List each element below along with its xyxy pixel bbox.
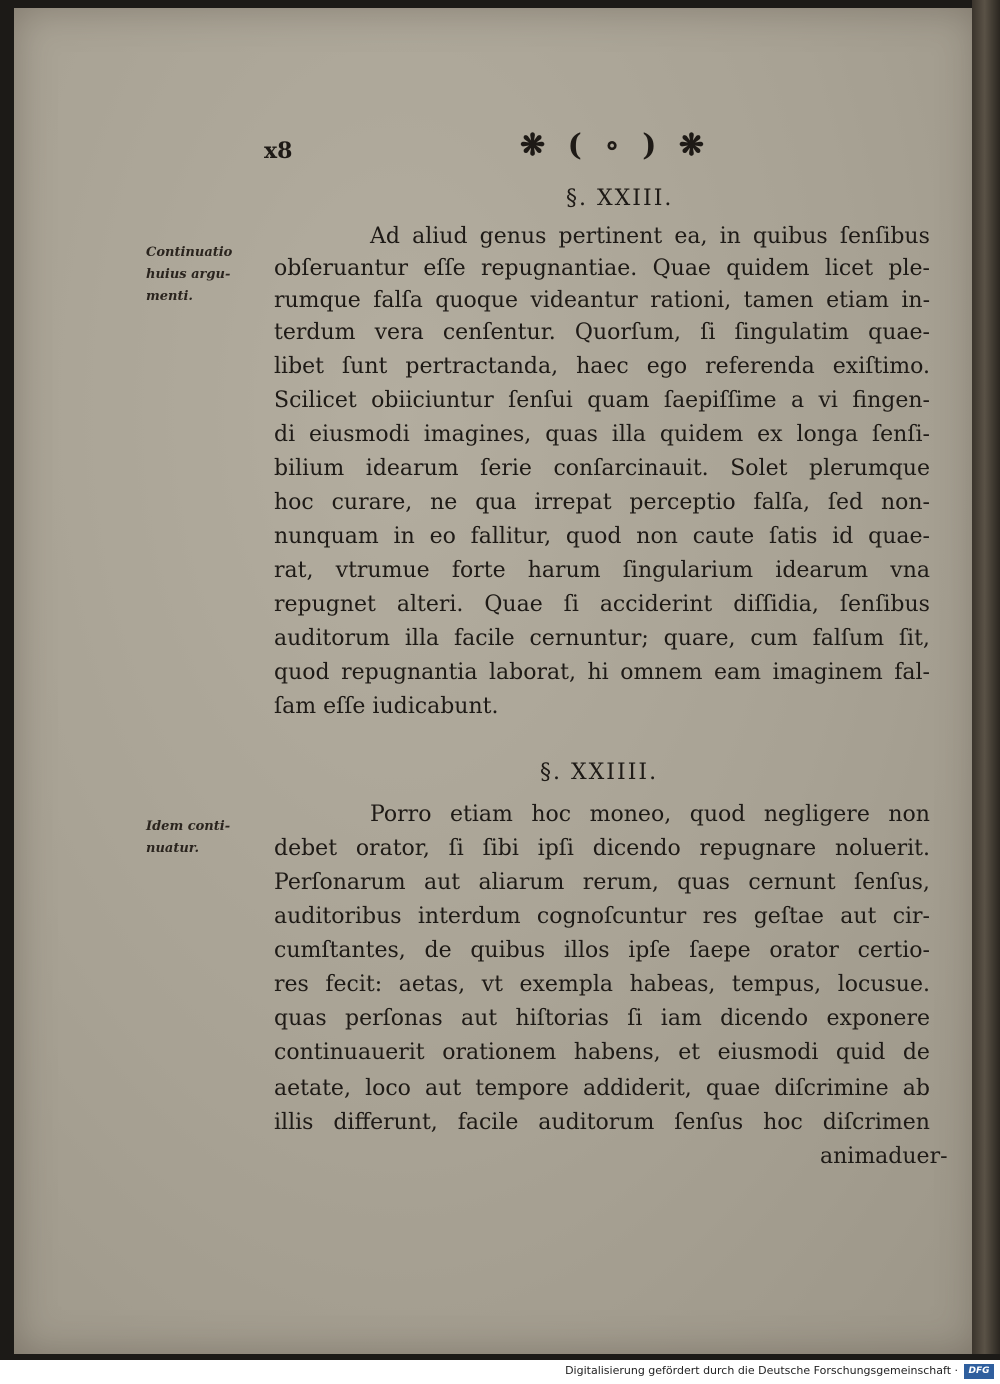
word: plerumque	[809, 456, 930, 481]
word: irrepat	[534, 490, 612, 515]
word: negligere	[763, 802, 870, 827]
word: fallitur,	[470, 524, 552, 549]
text-line	[274, 318, 930, 348]
word: eiusmodi	[717, 1040, 819, 1065]
word: quod	[565, 524, 622, 549]
word: auditorum	[538, 1110, 655, 1135]
word: orator,	[355, 836, 430, 861]
word: quidem	[659, 422, 744, 447]
word: laborat,	[489, 660, 576, 685]
word: exponere	[826, 1006, 930, 1031]
word: rat,	[274, 558, 314, 583]
word: ple-	[888, 256, 930, 281]
word: ea,	[674, 224, 708, 249]
marginal-note-line: Idem conti-	[146, 819, 231, 834]
word: cognoſcuntur	[536, 904, 687, 929]
marginal-note-line: nuatur.	[146, 841, 199, 856]
word: videantur	[530, 288, 638, 313]
word: id	[832, 524, 854, 549]
word: continuauerit	[274, 1040, 425, 1065]
word: ſingulatim	[734, 320, 849, 345]
word: hoc	[763, 1110, 803, 1135]
word: Quae	[652, 256, 711, 281]
word: noluerit.	[834, 836, 930, 861]
word: quid	[835, 1040, 886, 1065]
word: vna	[890, 558, 930, 583]
word: eſſe	[423, 256, 466, 281]
word: loco	[365, 1076, 411, 1101]
word: aut	[423, 870, 461, 895]
word: ſatis	[768, 524, 818, 549]
word: cernunt	[748, 870, 836, 895]
section-heading: §. XXIIII.	[540, 760, 659, 785]
word: cir-	[892, 904, 930, 929]
word: Solet	[730, 456, 788, 481]
word: moneo,	[589, 802, 672, 827]
word: Ad	[370, 224, 400, 249]
word: locusue.	[837, 972, 930, 997]
word: aetate,	[274, 1076, 351, 1101]
catchword: animaduer-	[820, 1144, 948, 1169]
text-line	[274, 834, 930, 864]
word: orator	[769, 938, 839, 963]
marginal-note-line: Continuatio	[146, 245, 233, 260]
word: de	[902, 1040, 930, 1065]
word: repugnare	[699, 836, 817, 861]
word: cernuntur;	[529, 626, 649, 651]
word: aetas,	[398, 972, 466, 997]
word: perſonas	[345, 1006, 443, 1031]
word: quare,	[663, 626, 736, 651]
word: ſerie	[480, 456, 532, 481]
text-line	[274, 254, 930, 284]
text-line	[274, 352, 930, 382]
word: quam	[587, 388, 650, 413]
word: res	[702, 904, 738, 929]
word: orationem	[442, 1040, 557, 1065]
word: idearum	[775, 558, 869, 583]
word: iam	[660, 1006, 702, 1031]
word: obiiciuntur	[371, 388, 494, 413]
text-line	[274, 936, 930, 966]
word: quod	[689, 802, 746, 827]
word: diſſidia,	[733, 592, 819, 617]
word: facile	[453, 626, 515, 651]
text-line	[274, 1038, 930, 1068]
word: quae-	[868, 524, 930, 549]
word: dicendo	[720, 1006, 809, 1031]
word: idearum	[365, 456, 459, 481]
word: etiam	[449, 802, 513, 827]
word: obſeruantur	[274, 256, 408, 281]
funding-credit: Digitalisierung gefördert durch die Deutsche Forschungsgemeinschaft ·	[565, 1364, 958, 1377]
word: pertinent	[558, 224, 663, 249]
word: ſi	[563, 592, 579, 617]
text-line	[274, 590, 930, 620]
word: terdum	[274, 320, 356, 345]
marginal-note	[146, 242, 232, 308]
word: ſi	[627, 1006, 643, 1031]
word: ſingularium	[622, 558, 754, 583]
word: in-	[901, 288, 930, 313]
word: eiusmodi	[309, 422, 410, 447]
word: ſit,	[898, 626, 930, 651]
word: et	[678, 1040, 701, 1065]
word: imagines,	[423, 422, 532, 447]
word: quibus	[752, 224, 828, 249]
word: ab	[902, 1076, 930, 1101]
section-heading: §. XXIII.	[566, 186, 674, 211]
word: ſenſus,	[853, 870, 930, 895]
word: omnem	[620, 660, 703, 685]
footer-bar	[0, 1360, 1000, 1384]
word: eo	[429, 524, 456, 549]
word: vt	[481, 972, 503, 997]
word: habeas,	[629, 972, 716, 997]
word: tempus,	[731, 972, 822, 997]
word: bilium	[274, 456, 345, 481]
word: illis	[274, 1110, 314, 1135]
text-line	[274, 624, 930, 654]
word: habens,	[573, 1040, 661, 1065]
text-line: ſam eſſe iudicabunt.	[274, 694, 499, 719]
word: tamen	[743, 288, 814, 313]
word: cum	[750, 626, 798, 651]
word: Perſonarum	[274, 870, 406, 895]
text-line	[370, 222, 930, 252]
word: imaginem	[772, 660, 883, 685]
word: curare,	[331, 490, 413, 515]
word: ſi	[448, 836, 464, 861]
word: ego	[646, 354, 688, 379]
word: fal-	[894, 660, 930, 685]
word: aut	[425, 1076, 462, 1101]
word: rerum,	[582, 870, 659, 895]
word: quod	[274, 660, 330, 685]
word: ſenſui	[508, 388, 573, 413]
word: tempore	[475, 1076, 569, 1101]
word: ne	[430, 490, 458, 515]
word: repugnet	[274, 592, 376, 617]
word: illa	[611, 422, 647, 447]
word: Scilicet	[274, 388, 357, 413]
word: quas	[274, 1006, 327, 1031]
word: quae	[705, 1076, 761, 1101]
word: fingen-	[852, 388, 930, 413]
word: qua	[475, 490, 517, 515]
word: Quae	[484, 592, 543, 617]
word: illa	[404, 626, 440, 651]
word: cumſtantes,	[274, 938, 406, 963]
word: ipſe	[628, 938, 671, 963]
word: repugnantia	[341, 660, 478, 685]
word: Porro	[370, 802, 432, 827]
book-edge	[972, 0, 1000, 1354]
word: quae-	[868, 320, 930, 345]
page-number: x8	[264, 138, 293, 164]
word: hoc	[274, 490, 314, 515]
text-line	[274, 556, 930, 586]
word: diſcrimine	[774, 1076, 889, 1101]
word: exempla	[519, 972, 614, 997]
word: harum	[527, 558, 601, 583]
word: interdum	[417, 904, 521, 929]
dfg-logo-icon: DFG	[964, 1364, 994, 1379]
word: rationi,	[650, 288, 732, 313]
word: rumque	[274, 288, 361, 313]
text-line	[370, 800, 930, 830]
word: auditoribus	[274, 904, 402, 929]
word: vtrumue	[335, 558, 430, 583]
word: cenſentur.	[442, 320, 556, 345]
word: quibus	[470, 938, 546, 963]
marginal-note	[146, 816, 230, 860]
word: illos	[563, 938, 610, 963]
word: aliarum	[478, 870, 565, 895]
word: quidem	[726, 256, 810, 281]
text-line	[274, 420, 930, 450]
text-line	[274, 1004, 930, 1034]
word: ſenſibus	[839, 592, 930, 617]
header-ornament: ❋ ( ∘ ) ❋	[520, 128, 710, 163]
word: falſum	[812, 626, 885, 651]
word: pertractanda,	[405, 354, 559, 379]
word: etiam	[826, 288, 889, 313]
word: a	[790, 388, 805, 413]
word: haec	[576, 354, 629, 379]
word: repugnantiae.	[480, 256, 638, 281]
word: nunquam	[274, 524, 379, 549]
word: non-	[880, 490, 930, 515]
word: aut	[840, 904, 877, 929]
word: ſibi	[482, 836, 519, 861]
word: licet	[824, 256, 874, 281]
word: facile	[457, 1110, 519, 1135]
text-line	[274, 658, 930, 688]
word: aut	[460, 1006, 498, 1031]
word: perceptio	[629, 490, 736, 515]
word: quoque	[435, 288, 519, 313]
word: addiderit,	[582, 1076, 692, 1101]
word: in	[719, 224, 741, 249]
word: conſarcinauit.	[553, 456, 709, 481]
word: ſenſus	[674, 1110, 744, 1135]
word: de	[424, 938, 452, 963]
word: certio-	[857, 938, 930, 963]
word: in	[393, 524, 415, 549]
text-line	[274, 1074, 930, 1104]
word: dicendo	[592, 836, 681, 861]
word: res	[274, 972, 309, 997]
word: falſa,	[753, 490, 810, 515]
text-line	[274, 386, 930, 416]
word: ſaepiſſime	[663, 388, 777, 413]
word: hiſtorias	[515, 1006, 609, 1031]
text-line	[274, 286, 930, 316]
word: geſtae	[753, 904, 824, 929]
word: aliud	[412, 224, 468, 249]
word: vi	[818, 388, 838, 413]
word: quas	[677, 870, 730, 895]
word: ſed	[827, 490, 864, 515]
word: libet	[274, 354, 325, 379]
word: ipſi	[537, 836, 574, 861]
word: falſa	[373, 288, 423, 313]
word: ſenſibus	[839, 224, 930, 249]
word: alteri.	[396, 592, 464, 617]
word: non	[888, 802, 930, 827]
word: ſenſi-	[872, 422, 930, 447]
text-line	[274, 1108, 930, 1138]
word: Quorſum,	[574, 320, 682, 345]
word: eam	[713, 660, 761, 685]
marginal-note-line: menti.	[146, 289, 193, 304]
word: di	[274, 422, 296, 447]
word: hi	[587, 660, 609, 685]
word: differunt,	[333, 1110, 438, 1135]
marginal-note-line: huius argu-	[146, 267, 231, 282]
word: non	[636, 524, 678, 549]
word: referenda	[705, 354, 815, 379]
word: quas	[545, 422, 598, 447]
word: longa	[796, 422, 859, 447]
word: debet	[274, 836, 338, 861]
word: ex	[757, 422, 783, 447]
word: caute	[692, 524, 755, 549]
word: ſunt	[342, 354, 388, 379]
word: fecit:	[325, 972, 383, 997]
text-line	[274, 902, 930, 932]
word: acciderint	[599, 592, 713, 617]
word: diſcrimen	[822, 1110, 930, 1135]
word: vera	[374, 320, 424, 345]
word: exiſtimo.	[832, 354, 930, 379]
word: forte	[451, 558, 506, 583]
word: auditorum	[274, 626, 391, 651]
text-line	[274, 868, 930, 898]
text-line	[274, 454, 930, 484]
word: genus	[479, 224, 547, 249]
text-line	[274, 522, 930, 552]
word: ſi	[700, 320, 716, 345]
word: hoc	[531, 802, 572, 827]
word: ſaepe	[689, 938, 751, 963]
text-line	[274, 970, 930, 1000]
text-line	[274, 488, 930, 518]
